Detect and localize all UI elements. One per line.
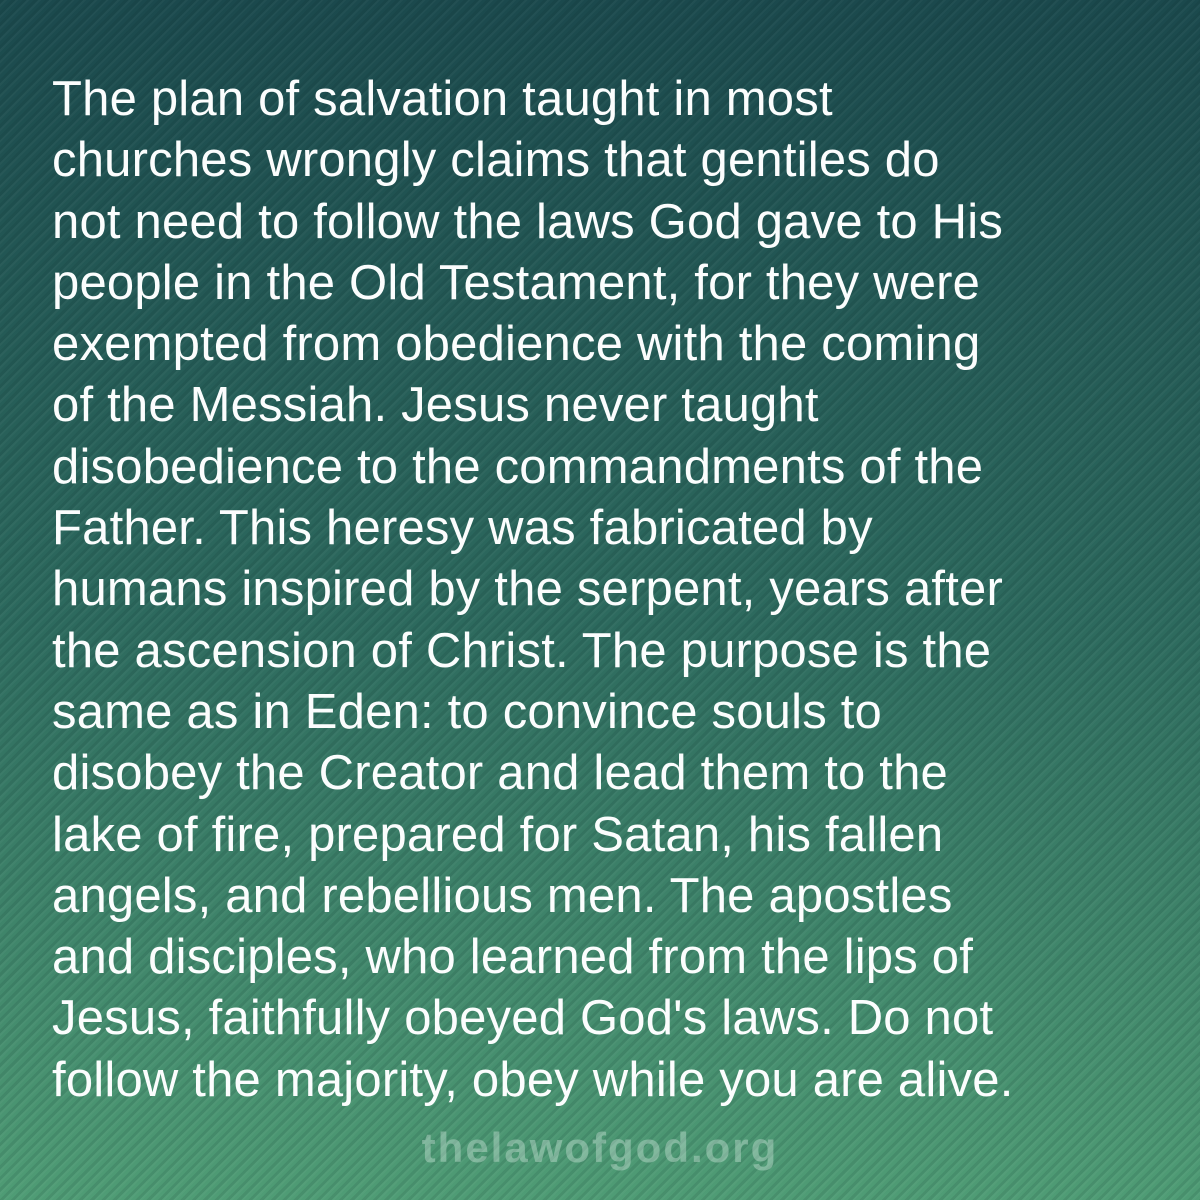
quote-line: lake of fire, prepared for Satan, his fallen xyxy=(52,807,944,862)
quote-line: humans inspired by the serpent, years after xyxy=(52,562,1003,617)
quote-line: people in the Old Testament, for they were xyxy=(52,255,981,310)
watermark-text: thelawofgod.org xyxy=(421,1124,779,1171)
quote-line: Jesus, faithfully obeyed God's laws. Do not xyxy=(52,991,994,1046)
quote-line: disobey the Creator and lead them to the xyxy=(52,746,949,801)
quote-line: angels, and rebellious men. The apostles xyxy=(52,868,953,923)
quote-line: follow the majority, obey while you are alive. xyxy=(52,1052,1014,1107)
quote-line: same as in Eden: to convince souls to xyxy=(52,684,882,739)
quote-line: of the Messiah. Jesus never taught xyxy=(52,378,819,433)
quote-text xyxy=(52,69,1156,1111)
quote-line: not need to follow the laws God gave to His xyxy=(52,194,1004,249)
quote-line: churches wrongly claims that gentiles do xyxy=(52,133,940,188)
quote-line: The plan of salvation taught in most xyxy=(52,72,833,126)
quote-line: disobedience to the commandments of the xyxy=(52,439,984,494)
quote-line: exempted from obedience with the coming xyxy=(52,317,981,372)
quote-line: and disciples, who learned from the lips of xyxy=(52,930,974,985)
quote-line: Father. This heresy was fabricated by xyxy=(52,501,873,556)
quote-line: the ascension of Christ. The purpose is the xyxy=(52,623,992,678)
